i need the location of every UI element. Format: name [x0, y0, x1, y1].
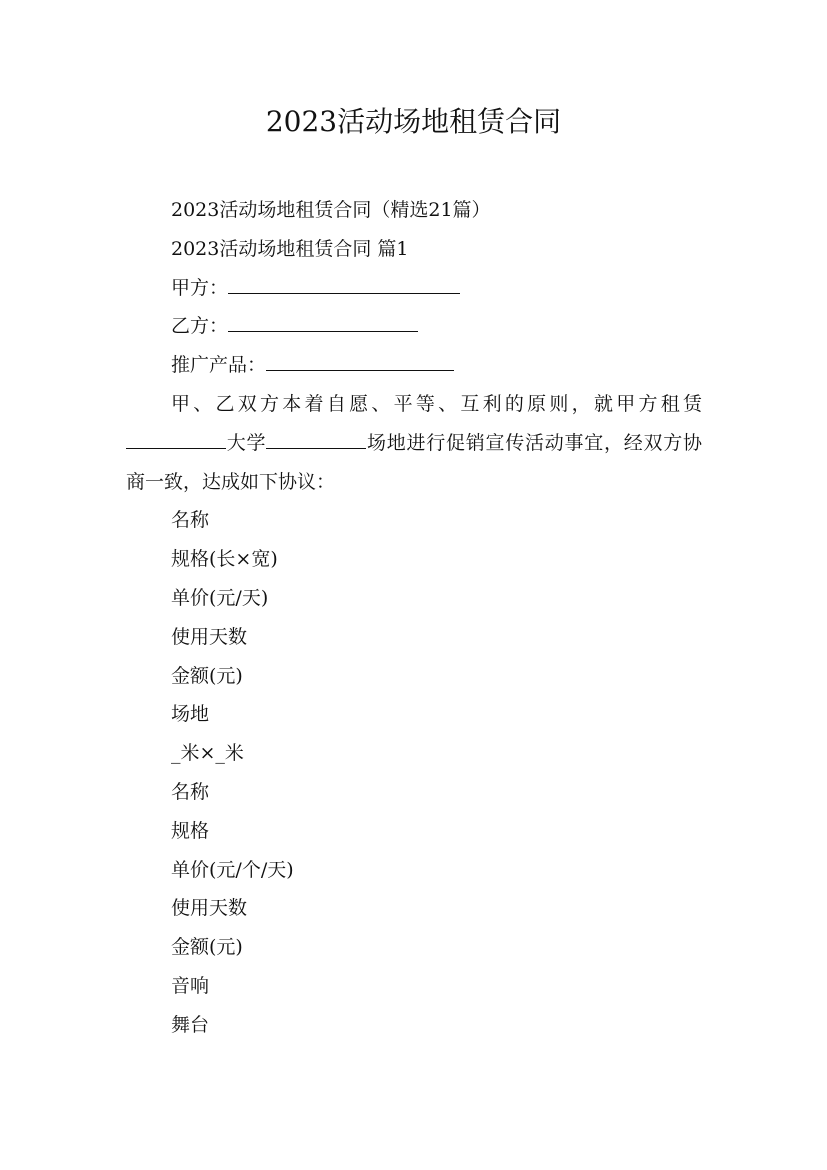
list-item: 舞台 [171, 1013, 210, 1036]
intro-blank-1 [126, 426, 226, 449]
party-b-line [126, 307, 702, 346]
list-item: 单价(元/个/天) [171, 858, 294, 881]
intro-part1: 甲、乙双方本着自愿、平等、互利的原则，就甲方租赁 [171, 392, 702, 415]
party-a-blank [228, 271, 460, 294]
intro-paragraph [126, 385, 702, 501]
list-item: 规格(长×宽) [171, 548, 278, 571]
product-label: 推广产品： [171, 354, 267, 377]
list-item: 金额(元) [171, 664, 243, 687]
list-item: 金额(元) [171, 936, 243, 959]
document-subtitle: 2023活动场地租赁合同（精选21篇） [171, 199, 491, 221]
list-item: 名称 [171, 780, 210, 803]
party-b-label: 乙方： [171, 315, 229, 338]
list-item: 使用天数 [171, 897, 248, 920]
document-title: 2023活动场地租赁合同 [265, 105, 562, 138]
document-body [126, 191, 702, 1045]
list-item: 单价(元/天) [171, 586, 269, 609]
list-item: 规格 [171, 819, 210, 842]
list-item: 使用天数 [171, 625, 248, 648]
section-heading: 2023活动场地租赁合同 篇1 [171, 237, 409, 260]
list-item: 音响 [171, 974, 210, 997]
party-a-line [126, 269, 702, 308]
product-blank [266, 348, 454, 371]
intro-university: 大学 [226, 431, 267, 454]
list-item: _米×_米 [171, 742, 244, 765]
party-a-label: 甲方： [171, 276, 229, 299]
intro-part2: 场地进行促销宣传活动事宜，经双方协商一致，达成如下协议： [126, 431, 702, 493]
party-b-blank [228, 309, 418, 332]
list-item: 场地 [171, 703, 210, 726]
list-item: 名称 [171, 509, 210, 532]
product-line [126, 346, 702, 385]
intro-blank-2 [266, 426, 366, 449]
